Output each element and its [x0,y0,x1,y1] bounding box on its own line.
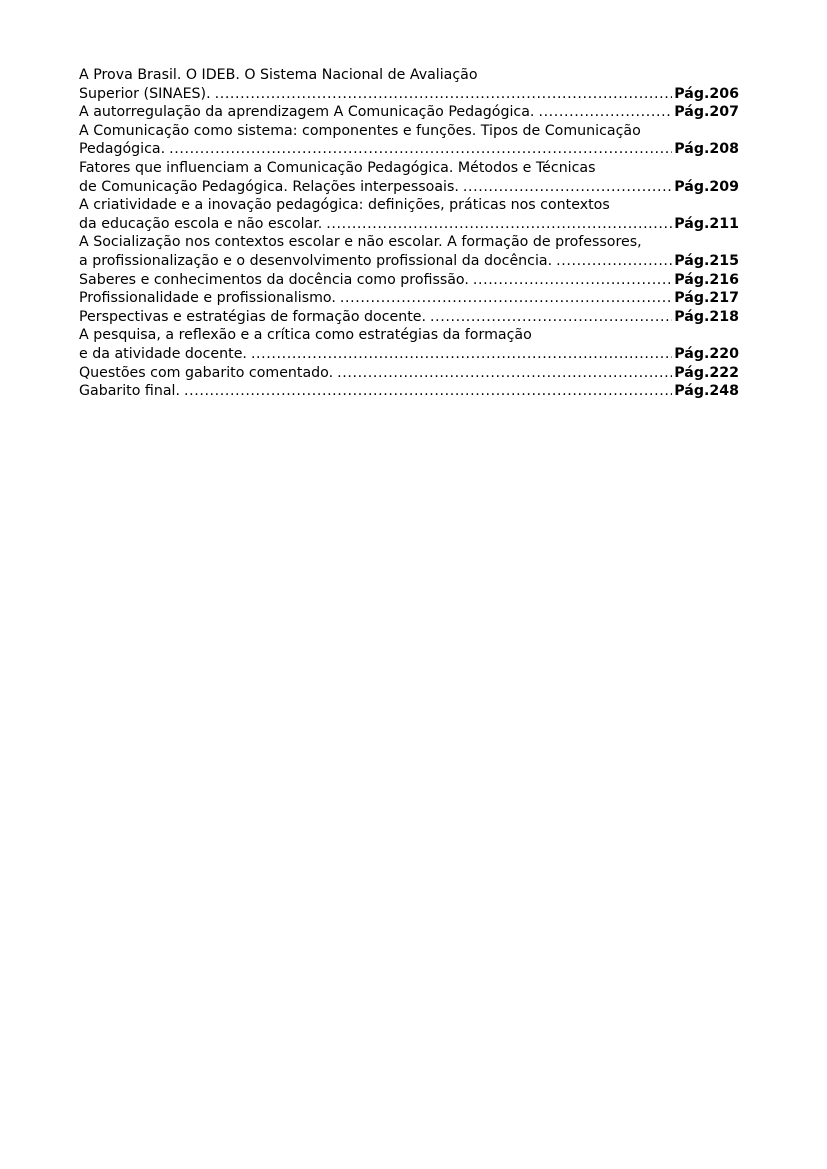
dot-leader [184,382,672,401]
dot-leader [215,85,673,104]
dot-leader [169,140,672,159]
toc-entry[interactable] [79,103,739,122]
toc-entry[interactable] [79,66,739,103]
toc-entry-text: Superior (SINAES). [79,85,211,102]
dot-leader [340,289,672,308]
toc-entry-final-line [79,178,739,197]
dot-leader [337,364,672,383]
toc-entry-final-line [79,85,739,104]
toc-entry[interactable] [79,326,739,363]
toc-page-number: Pág.248 [674,383,739,400]
toc-entry-final-line [79,271,739,290]
toc-entry[interactable] [79,122,739,159]
toc-entry-text: Gabarito final. [79,383,180,400]
toc-entry-text: Saberes e conhecimentos da docência como profissão. [79,271,469,288]
toc-entry-final-line [79,308,739,327]
toc-page-number: Pág.222 [674,364,739,381]
toc-entry-final-line [79,103,739,122]
toc-entry-text: A autorregulação da aprendizagem A Comunicação Pedagógica. [79,104,535,121]
toc-entry-final-line [79,345,739,364]
toc-entry-text: A pesquisa, a reflexão e a crítica como estratégias da formação [79,327,532,344]
toc-entry-text: Perspectivas e estratégias de formação docente. [79,308,427,325]
toc-page-number: Pág.220 [674,345,739,362]
dot-leader [556,252,672,271]
toc-entry-text: A Comunicação como sistema: componentes e funções. Tipos de Comunicação [79,122,641,139]
dot-leader [251,345,672,364]
toc-entry-text: Pedagógica. [79,141,166,158]
toc-entry-text: A Prova Brasil. O IDEB. O Sistema Nacional de Avaliação [79,67,478,83]
toc-page-number: Pág.208 [674,141,739,158]
toc-page-number: Pág.215 [674,252,739,269]
toc-entry-text: Questões com gabarito comentado. [79,364,334,381]
toc-page-number: Pág.209 [674,178,739,195]
dot-leader [326,215,672,234]
dot-leader [473,271,672,290]
toc-entry-final-line [79,382,739,401]
dot-leader [430,308,672,327]
toc-entry-text: e da atividade docente. [79,345,247,362]
toc-entry[interactable] [79,308,739,327]
toc-entry[interactable] [79,159,739,196]
toc-entry-final-line [79,364,739,383]
toc-page-number: Pág.216 [674,271,739,288]
toc-entry[interactable] [79,364,739,383]
toc-page-number: Pág.218 [674,308,739,325]
toc-entry-text: a profissionalização e o desenvolvimento profissional da docência. [79,252,553,269]
toc-entry-text: A criatividade e a inovação pedagógica: definições, práticas nos contextos [79,197,610,214]
toc-entry-final-line [79,215,739,234]
toc-entry-text: Fatores que influenciam a Comunicação Pedagógica. Métodos e Técnicas [79,159,596,176]
dot-leader [463,178,672,197]
toc-entry-final-line [79,289,739,308]
toc-entry[interactable] [79,289,739,308]
toc-page-number: Pág.206 [674,85,739,102]
toc-entry[interactable] [79,233,739,270]
dot-leader [538,103,672,122]
toc-page-number: Pág.211 [674,215,739,232]
toc-entry[interactable] [79,271,739,290]
toc-entry-final-line [79,140,739,159]
toc-page-number: Pág.207 [674,104,739,121]
toc-entry-text: da educação escola e não escolar. [79,215,323,232]
toc-page-number: Pág.217 [674,290,739,307]
toc-entry-text: A Socialização nos contextos escolar e não escolar. A formação de professores, [79,234,642,251]
toc-entry-text: de Comunicação Pedagógica. Relações interpessoais. [79,178,459,195]
toc-entry[interactable] [79,196,739,233]
toc-entry-final-line [79,252,739,271]
toc-entry[interactable] [79,382,739,401]
toc-entry-text: Profissionalidade e profissionalismo. [79,290,336,307]
table-of-contents [79,66,739,401]
